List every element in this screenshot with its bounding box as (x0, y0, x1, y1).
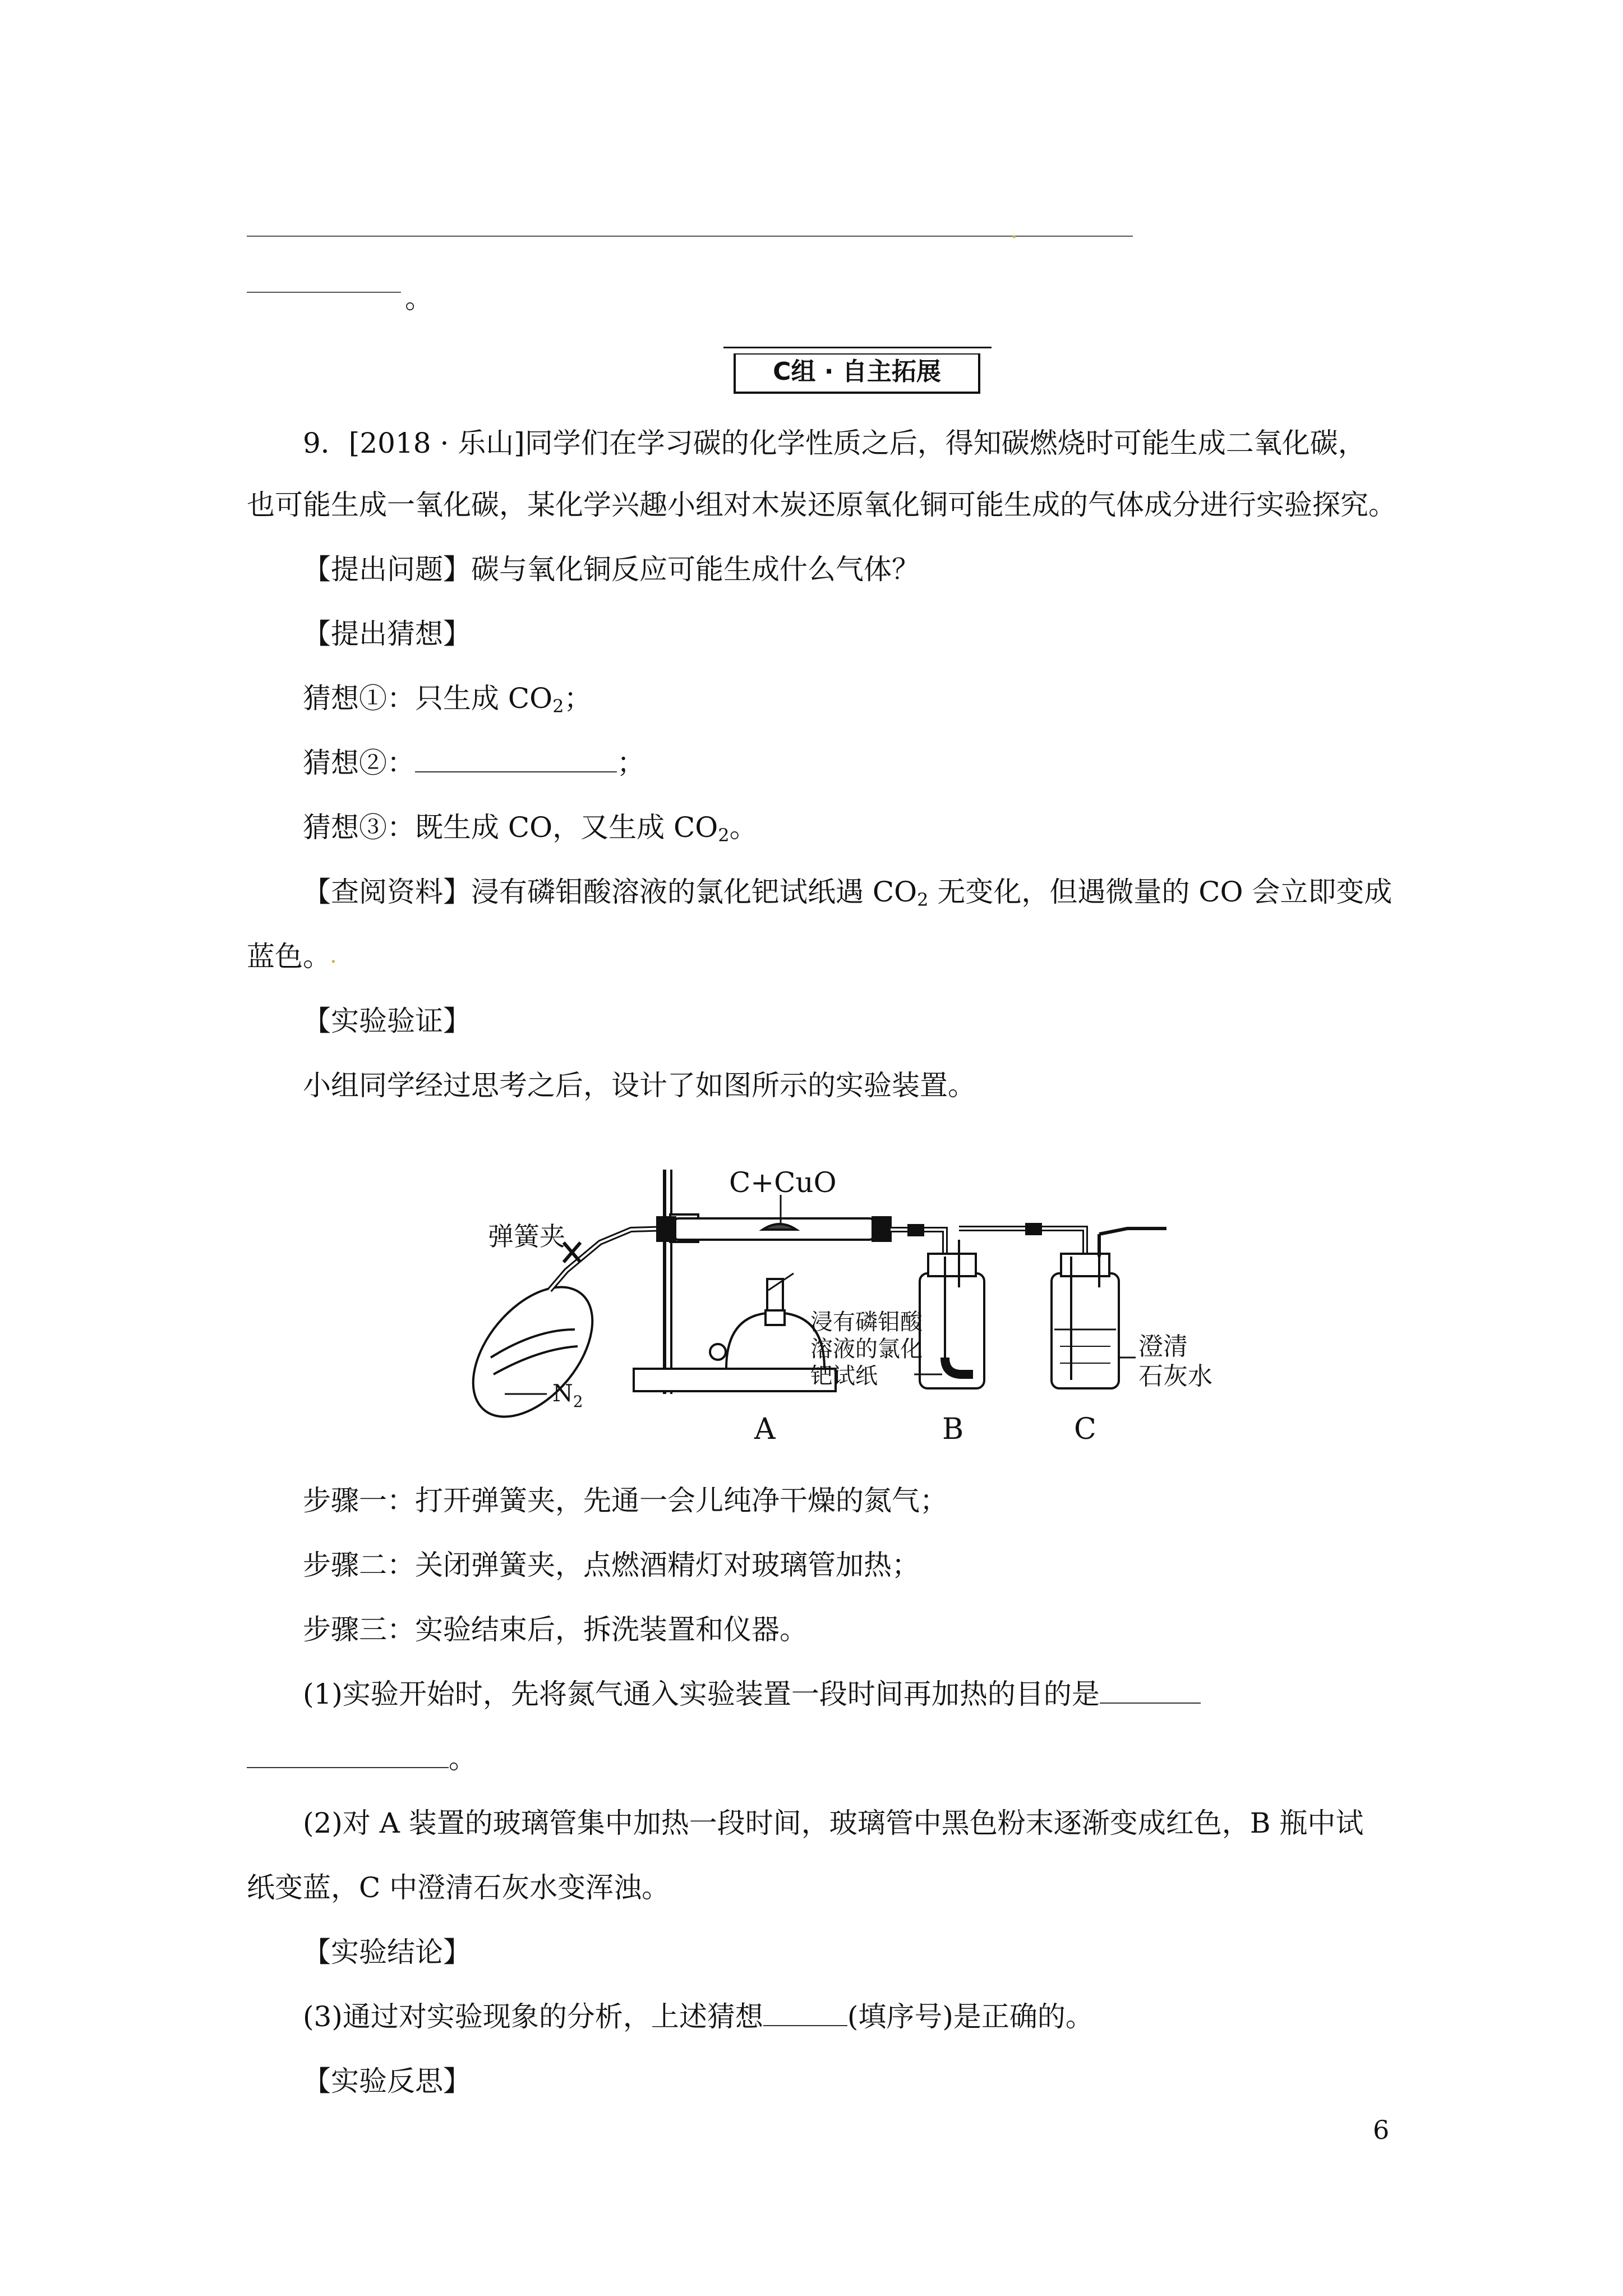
answer-blank-short[interactable] (247, 292, 401, 293)
tube-joint (1026, 1224, 1041, 1234)
bottle-b-stopper (928, 1254, 976, 1276)
question-3-blank[interactable] (763, 2000, 847, 2026)
bottle-c (1052, 1273, 1119, 1388)
verify-text: 小组同学经过思考之后，设计了如图所示的实验装置。 (303, 1069, 976, 1102)
lamp-wick (767, 1279, 783, 1310)
step-3: 步骤三：实验结束后，拆洗装置和仪器。 (303, 1613, 808, 1646)
hypothesis-2-text: 猜想②： (303, 747, 415, 779)
conclusion-heading: 【实验结论】 (303, 1936, 471, 1968)
question-3-text-a: (3)通过对实验现象的分析，上述猜想 (303, 2000, 763, 2033)
verify-heading: 【实验验证】 (303, 1005, 471, 1037)
hypothesis-1-text: 猜想①：只生成 CO (303, 682, 553, 715)
question-1 (303, 1677, 1201, 1711)
label-paper-1: 浸有磷钼酸 (810, 1309, 923, 1335)
hypothesis-3-end: 。 (729, 811, 758, 844)
reference-text-a: 【查阅资料】浸有磷钼酸溶液的氯化钯试纸遇 CO (303, 876, 917, 908)
question-1-end: 。 (449, 1742, 477, 1775)
problem-statement: 【提出问题】碳与氧化铜反应可能生成什么气体？ (303, 553, 920, 586)
reflection-heading: 【实验反思】 (303, 2065, 471, 2097)
reference-line-1 (303, 875, 1392, 917)
nitrogen-bag (450, 1265, 616, 1439)
question-9-line-1: 9．[2018 · 乐山]同学们在学习碳的化学性质之后，得知碳燃烧时可能生成二氧化碳， (303, 427, 1366, 459)
hypothesis-2 (303, 746, 645, 780)
hypothesis-heading: 【提出猜想】 (303, 618, 471, 650)
reference-line-2: 蓝色。 (247, 940, 331, 973)
lamp-cap (710, 1344, 726, 1360)
hypothesis-2-blank[interactable] (415, 747, 617, 772)
bottle-c-stopper (1061, 1254, 1109, 1276)
step-1: 步骤一：打开弹簧夹，先通一会儿纯净干燥的氮气； (303, 1484, 948, 1517)
hypothesis-3 (303, 811, 758, 852)
stand-base (634, 1369, 836, 1391)
hypothesis-3-text: 猜想③：既生成 CO，又生成 CO (303, 811, 718, 844)
question-2-line-1: (2)对 A 装置的玻璃管集中加热一段时间，玻璃管中黑色粉末逐渐变成红色，B 瓶中试 (303, 1807, 1364, 1839)
hypothesis-1 (303, 682, 592, 723)
question-1-text: (1)实验开始时，先将氮气通入实验装置一段时间再加热的目的是 (303, 1678, 1100, 1710)
question-1-blank-cont[interactable] (247, 1742, 449, 1768)
question-1-cont (247, 1742, 477, 1775)
right-stopper (873, 1217, 891, 1241)
reference-text-b: 无变化，但遇微量的 CO 会立即变成 (928, 876, 1393, 908)
label-spring-clamp: 弹簧夹 (488, 1221, 565, 1251)
connector-tube-bc-bore (959, 1228, 1085, 1257)
apparatus-diagram (437, 1144, 1256, 1470)
label-reactants: C+CuO (729, 1166, 837, 1199)
hypothesis-2-end: ； (617, 747, 645, 779)
reference-subscript: 2 (917, 889, 929, 910)
answer-blank-line[interactable] (247, 236, 1133, 237)
speck-mark: . (1011, 218, 1018, 243)
label-n2: $N_2$ (552, 1379, 583, 1411)
section-banner (723, 347, 992, 397)
hypothesis-3-subscript: 2 (718, 825, 730, 846)
left-stopper (657, 1217, 675, 1241)
hypothesis-1-end: ； (564, 682, 592, 715)
hypothesis-1-subscript: 2 (552, 696, 564, 717)
label-paper-3: 钯试纸 (810, 1363, 878, 1389)
label-a: A (754, 1412, 776, 1446)
banner-top-rule (723, 347, 992, 348)
speck-mark: . (330, 942, 337, 968)
question-3 (303, 2000, 1094, 2033)
question-9-line-2: 也可能生成一氧化碳，某化学兴趣小组对木炭还原氧化铜可能生成的气体成分进行实验探究。 (247, 489, 1396, 521)
page-number: 6 (1373, 2115, 1390, 2145)
lamp-neck (766, 1310, 785, 1325)
section-banner-label: C组 · 自主拓展 (734, 353, 980, 394)
label-b: B (942, 1412, 964, 1446)
header-end-punct: 。 (405, 282, 433, 315)
label-limewater-1: 澄清 (1138, 1332, 1188, 1361)
step-2: 步骤二：关闭弹簧夹，点燃酒精灯对玻璃管加热； (303, 1549, 920, 1581)
question-1-blank[interactable] (1100, 1678, 1201, 1704)
label-limewater-2: 石灰水 (1138, 1362, 1212, 1391)
bottle-c-outlet (1099, 1228, 1166, 1257)
label-paper-2: 溶液的氯化 (810, 1336, 923, 1362)
tube-joint (909, 1225, 923, 1235)
question-3-text-b: (填序号)是正确的。 (847, 2000, 1094, 2033)
question-2-line-2: 纸变蓝，C 中澄清石灰水变浑浊。 (247, 1871, 670, 1904)
connector-tube-bc (959, 1228, 1085, 1257)
label-c: C (1074, 1412, 1096, 1446)
